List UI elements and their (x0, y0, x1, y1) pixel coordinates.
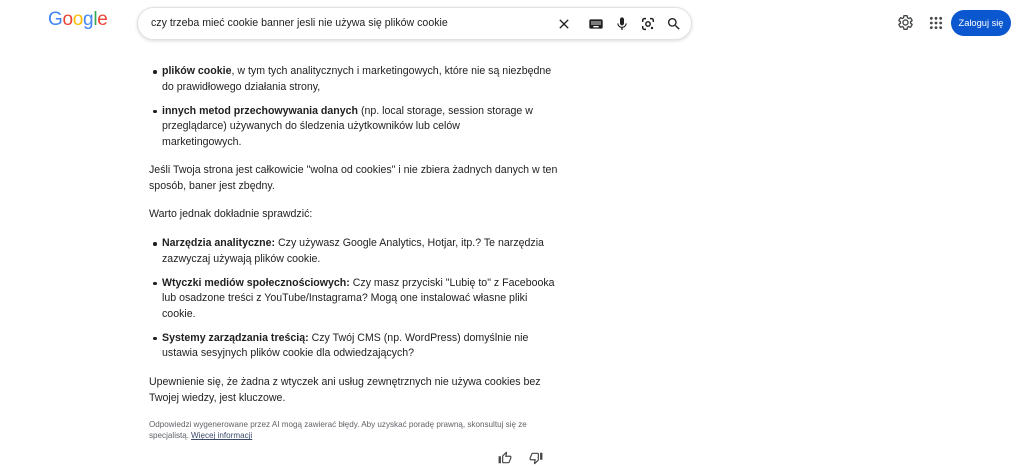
keyboard-icon[interactable] (588, 16, 604, 32)
list-item-bold: plików cookie (162, 65, 232, 77)
ai-overview (149, 64, 589, 441)
mic-icon[interactable] (614, 16, 630, 32)
thumbs-down-icon[interactable] (529, 451, 543, 465)
list-item-text: (np. local storage, session storage w (358, 104, 533, 117)
list-item (162, 276, 589, 323)
paragraph-line: sposób, baner jest zbędny. (149, 179, 275, 192)
apps-grid-icon[interactable] (928, 15, 944, 31)
list-item-line (162, 276, 589, 292)
logo-letter: o (62, 9, 73, 30)
more-info-link[interactable]: Więcej informacji (191, 431, 253, 441)
list-item-text: przeglądarce) używanych do śledzenia użytkowników lub celów (162, 120, 460, 133)
paragraph-line: Twojej wiedzy, jest kluczowe. (149, 391, 286, 404)
list-item-text: lub osadzone treści z YouTube/Instagrama? Mogą one instalować własne pliki (162, 292, 528, 305)
list-item-text: marketingowych. (162, 135, 242, 148)
list-item-text: Czy używasz Google Analytics, Hotjar, itp.? Te narzędzia (275, 237, 544, 250)
check-list (149, 236, 589, 362)
search-icon[interactable] (666, 16, 682, 32)
list-item-text: , w tym tych analitycznych i marketingowych, które nie są niezbędne (231, 65, 552, 77)
list-item-text: zazwyczaj używają plików cookie. (162, 252, 321, 265)
logo-letter: g (83, 9, 94, 30)
list-item-line (162, 104, 589, 120)
paragraph-conclusion (149, 375, 589, 406)
close-icon[interactable] (556, 16, 572, 32)
disclaimer-line: Odpowiedzi wygenerowane przez AI mogą zawierać błędy. Aby uzyskać poradę prawną, skonsultuj się ze (149, 420, 527, 430)
logo-letter: G (48, 9, 63, 30)
google-logo[interactable] (48, 9, 108, 31)
logo-letter: e (97, 9, 108, 30)
list-item-text: cookie. (162, 307, 196, 320)
paragraph-line: Upewnienie się, że żadna z wtyczek ani usług zewnętrznych nie używa cookies bez (149, 376, 541, 389)
list-item-text: do prawidłowego działania strony, (162, 80, 321, 93)
list-item (162, 104, 589, 151)
ai-disclaimer (149, 419, 589, 441)
disclaimer-text: specjalistą. (149, 431, 190, 441)
list-item-bold: Narzędzia analityczne: (162, 237, 276, 250)
paragraph-no-cookies (149, 163, 589, 194)
list-item-text: Czy masz przyciski "Lubię to" z Facebooka (349, 276, 555, 289)
paragraph-line: Warto jednak dokładnie sprawdzić: (149, 208, 313, 221)
thumbs-up-icon[interactable] (498, 451, 512, 465)
storage-list (149, 64, 589, 150)
header (0, 0, 1024, 46)
search-box[interactable] (137, 7, 692, 40)
list-item-text: ustawia sesyjnych plików cookie dla odwiedzających? (162, 347, 415, 360)
list-item (162, 236, 589, 267)
list-item-line (162, 64, 589, 80)
list-item-line (162, 236, 589, 252)
search-input[interactable]: czy trzeba mieć cookie banner jesli nie używa się plików cookie (151, 17, 448, 29)
signin-button[interactable]: Zaloguj się (951, 10, 1011, 36)
paragraph-check (149, 207, 589, 223)
list-item-text: Czy Twój CMS (np. WordPress) domyślnie nie (308, 331, 529, 344)
list-item-bold: innych metod przechowywania danych (162, 104, 359, 117)
paragraph-line: Jeśli Twoja strona jest całkowicie "wolna od cookies" i nie zbiera żadnych danych w ten (149, 164, 558, 177)
list-item-bold: Wtyczki mediów społecznościowych: (162, 276, 350, 289)
list-item-bold: Systemy zarządzania treścią: (162, 331, 309, 344)
logo-letter: o (72, 9, 84, 30)
lens-icon[interactable] (640, 16, 656, 32)
list-item-line (162, 331, 589, 347)
list-item (162, 64, 589, 95)
list-item (162, 331, 589, 362)
disclaimer-line (149, 430, 589, 441)
logo-letter: l (93, 9, 98, 30)
gear-icon[interactable] (897, 14, 914, 31)
